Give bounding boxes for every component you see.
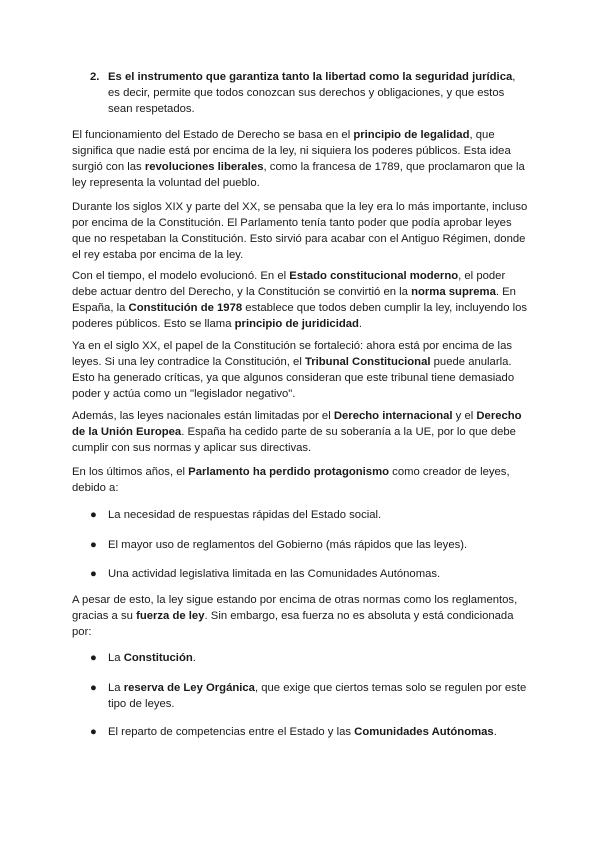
text-run: . En España, la xyxy=(72,286,516,314)
text-run: como creador de leyes, debido a: xyxy=(72,466,510,494)
list-item xyxy=(90,724,528,740)
text-run: Además, las leyes nacionales están limitadas por el xyxy=(72,410,334,422)
bold-phrase: norma suprema xyxy=(411,286,496,298)
text-run: El reparto de competencias entre el Estado y las xyxy=(108,726,355,738)
text-run: Durante los siglos XIX y parte del XX, se pensaba que la ley era lo más importante, incluso por encima de la Constitución. El Parlamento tenía tanto poder que podía aprobar leyes que no respetaban la Constitución. Esto sirvió para acabar con el Antiguo Régimen, donde el rey estaba por encima de la ley. xyxy=(72,201,528,261)
list-item xyxy=(90,507,528,523)
bold-phrase: Constitución de 1978 xyxy=(128,302,243,314)
bullet-icon: ● xyxy=(90,652,97,664)
list-item xyxy=(90,566,528,582)
text-run: La xyxy=(108,652,124,664)
item-number: 2. xyxy=(90,71,100,83)
list-item-text xyxy=(108,650,528,666)
text-run: . Sin embargo, esa fuerza no es absoluta y está condicionada por: xyxy=(72,610,514,638)
list-item-text xyxy=(108,680,528,712)
bold-phrase: Comunidades Autónomas xyxy=(354,726,494,738)
paragraph-derecho-internacional xyxy=(72,408,528,456)
list-item xyxy=(90,680,528,712)
paragraph-siglos-xix-xx xyxy=(72,199,528,263)
numbered-item-2 xyxy=(90,69,528,117)
text-run: . xyxy=(493,726,497,738)
item-body xyxy=(108,69,528,117)
bold-phrase: Es el instrumento que garantiza tanto la libertad como la seguridad jurídica xyxy=(108,71,513,83)
text-run: A pesar de esto, la ley sigue estando por encima de otras normas como los reglamentos, gracias a su xyxy=(72,594,518,622)
text-run: Ya en el siglo XX, el papel de la Constitución se fortaleció: ahora está por encima de las leyes. Si una ley contradice la Constitución, el xyxy=(72,340,512,368)
list-item xyxy=(90,537,528,553)
list-item xyxy=(90,650,528,666)
text-run: El funcionamiento del Estado de Derecho se basa en el xyxy=(72,129,354,141)
bold-phrase: Constitución xyxy=(123,652,193,664)
bold-phrase: Tribunal Constitucional xyxy=(304,356,431,368)
bullet-icon: ● xyxy=(90,509,97,521)
paragraph-parlamento xyxy=(72,464,528,496)
bullet-icon: ● xyxy=(90,539,97,551)
bold-phrase: principio de juridicidad xyxy=(234,318,359,330)
text-run: y el xyxy=(452,410,477,422)
text-run: , que significa que nadie está por encima de la ley, ni siquiera los poderes públicos. Esta idea surgió con las xyxy=(72,129,511,173)
bold-phrase: reserva de Ley Orgánica xyxy=(123,682,255,694)
bullet-icon: ● xyxy=(90,682,97,694)
list-item-text: La necesidad de respuestas rápidas del Estado social. xyxy=(108,509,382,521)
text-run: . España ha cedido parte de su soberanía a la UE, por lo que debe cumplir con sus normas y aplicar sus directivas. xyxy=(72,426,516,454)
bold-phrase: fuerza de ley xyxy=(136,610,205,622)
bullet-icon: ● xyxy=(90,568,97,580)
bold-phrase: Estado constitucional moderno xyxy=(289,270,459,282)
text-run: . xyxy=(358,318,363,330)
bold-phrase: Parlamento ha perdido protagonismo xyxy=(188,466,390,478)
text-run: , como la francesa de 1789, que proclamaron que la ley representa la voluntad del pueblo. xyxy=(72,161,525,189)
bold-phrase: principio de legalidad xyxy=(353,129,470,141)
text-run: , que exige que ciertos temas solo se regulen por este tipo de leyes. xyxy=(108,682,527,710)
paragraph-tribunal-constitucional xyxy=(72,338,528,402)
text-run: . xyxy=(192,652,196,664)
text-run: puede anularla. Esto ha generado críticas, ya que algunos consideran que este tribunal tiene demasiado poder y actúa como un "legislador negativo". xyxy=(72,356,515,400)
bold-phrase: Derecho internacional xyxy=(333,410,453,422)
text-run: establece que todos deben cumplir la ley, incluyendo los poderes públicos. Esto se llama xyxy=(72,302,528,330)
paragraph-estado-constitucional xyxy=(72,268,528,332)
list-item-text: El mayor uso de reglamentos del Gobierno (más rápidos que las leyes). xyxy=(108,539,468,551)
text-run: Con el tiempo, el modelo evolucionó. En el xyxy=(72,270,290,282)
list-item-text: Una actividad legislativa limitada en las Comunidades Autónomas. xyxy=(108,568,441,580)
paragraph-principio-legalidad xyxy=(72,127,528,191)
text-run: En los últimos años, el xyxy=(72,466,189,478)
text-run: , el poder debe actuar dentro del Derecho, y la Constitución se convirtió en la xyxy=(72,270,506,298)
bullet-icon: ● xyxy=(90,726,97,738)
bold-phrase: revoluciones liberales xyxy=(144,161,264,173)
list-item-text xyxy=(108,724,528,740)
item-text: , es decir, permite que todos conozcan sus derechos y obligaciones, y que estos sean respetados. xyxy=(108,71,516,115)
text-run: La xyxy=(108,682,124,694)
paragraph-fuerza-de-ley xyxy=(72,592,528,640)
bold-phrase: Derecho de la Unión Europea xyxy=(72,410,522,438)
